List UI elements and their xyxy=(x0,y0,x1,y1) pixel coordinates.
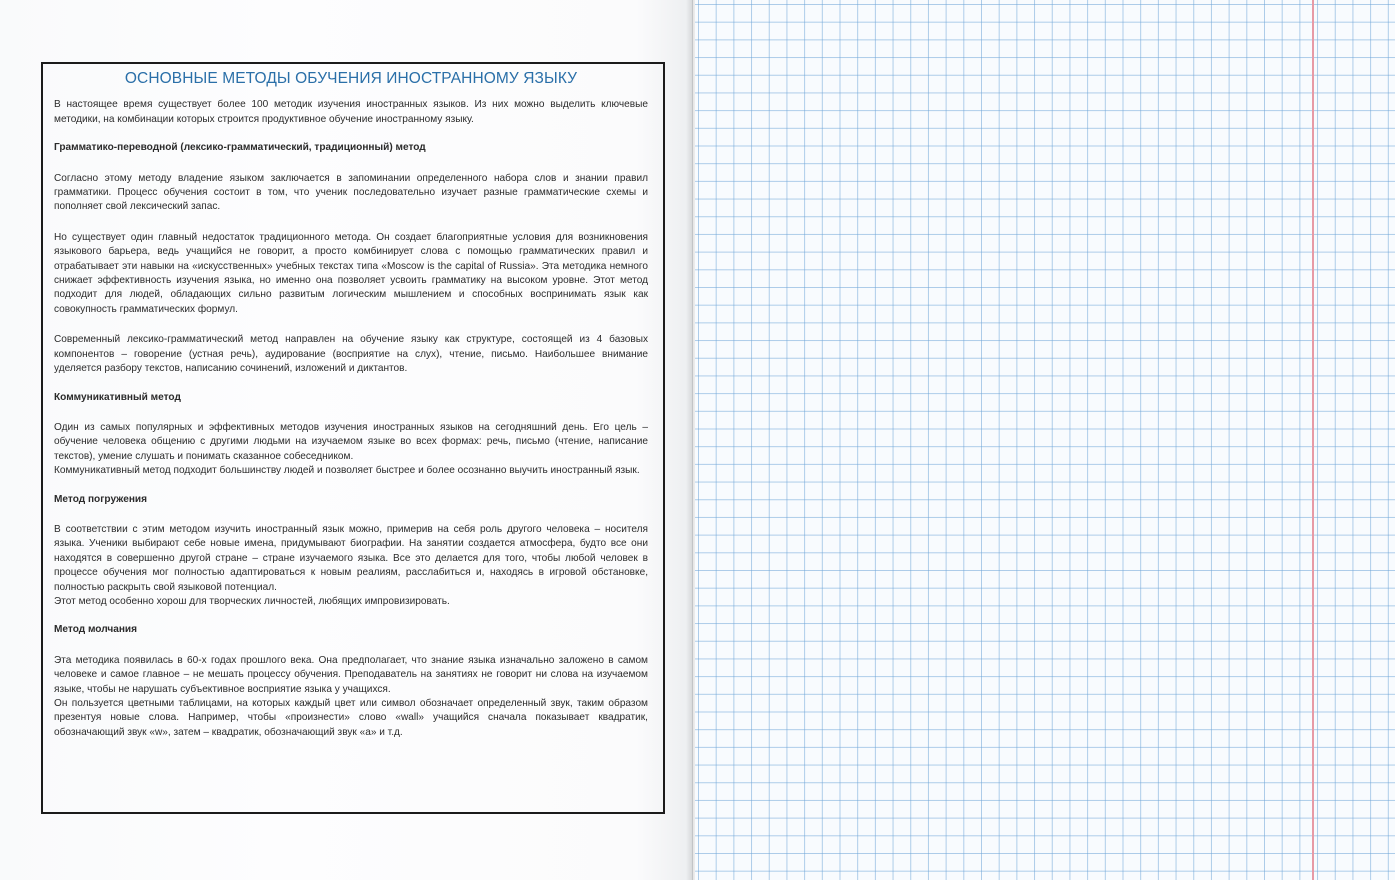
paragraph: Согласно этому методу владение языком заключается в запоминании определенного набора слов и знании правил грамматики. Процесс обучения состоит в том, что ученик последовательно изучает разные грамматические схемы и пополняет свой лексический запас. xyxy=(54,172,648,213)
left-page xyxy=(0,0,693,880)
article-frame xyxy=(41,62,665,814)
intro-paragraph: В настоящее время существует более 100 методик изучения иностранных языков. Из них можно выделить ключевые методики, на комбинации которых строится продуктивное обучение иностранному языку. xyxy=(54,99,648,125)
paragraph: Коммуникативный метод подходит большинству людей и позволяет быстрее и более осознанно выучить иностранный язык. xyxy=(54,465,640,477)
paragraph: Один из самых популярных и эффективных методов изучения иностранных языков на сегодняшний день. Его цель – обучение человека общению с другими людьми на изучаемом языке во всех формах: речь, письмо (чтение, написание текстов), умение слушать и понимать сказанное собеседником. xyxy=(54,421,648,462)
paragraph: В соответствии с этим методом изучить иностранный язык можно, примерив на себя роль другого человека – носителя языка. Ученики выбирают себе новые имена, придумывают биографии. На занятии создается атмосфера, будто все они находятся в совершенно другой стране – стране изучаемого языка. Все это делается для того, чтобы любой человек в процессе обучения мог полностью адаптироваться к новым реалиям, расслабиться и, находясь в игровой обстановке, полностью раскрыть свой языковой потенциал. xyxy=(54,523,648,593)
paragraph: Этот метод особенно хорош для творческих личностей, любящих импровизировать. xyxy=(54,595,450,607)
section-heading-immersion: Метод погружения xyxy=(54,493,148,505)
section-heading-silent-way: Метод молчания xyxy=(54,624,138,636)
page-title: ОСНОВНЫЕ МЕТОДЫ ОБУЧЕНИЯ ИНОСТРАННОМУ ЯЗЫКУ xyxy=(124,70,578,87)
margin-line xyxy=(1312,0,1314,880)
grid-paper-page xyxy=(695,0,1395,880)
paragraph: Современный лексико-грамматический метод направлен на обучение языку как структуре, состоящей из 4 базовых компонентов – говорение (устная речь), аудирование (восприятие на слух), чтение, письмо. Наибольшее внимание уделяется разбору текстов, написанию сочинений, изложений и диктантов. xyxy=(54,334,648,375)
section-heading-communicative: Коммуникативный метод xyxy=(54,391,181,403)
section-heading-grammar-translation: Грамматико-переводной (лексико-грамматический, традиционный) метод xyxy=(54,142,426,154)
paragraph: Но существует один главный недостаток традиционного метода. Он создает благоприятные условия для возникновения языкового барьера, ведь учащийся не говорит, а просто комбинирует слова с помощью грамматических правил и отрабатывает эти навыки на «искусственных» учебных текстах типа «Moscow is the capital of Russia». Эта методика немного снижает эффективность изучения языка, но именно она позволяет усвоить грамматику на высоком уровне. Этот метод подходит для людей, обладающих сильно развитым логическим мышлением и способных воспринимать язык как совокупность грамматических формул. xyxy=(54,231,648,315)
paragraph: Он пользуется цветными таблицами, на которых каждый цвет или символ обозначает определенный звук, таким образом презентуя новые слова. Например, чтобы «произнести» слово «wall» учащийся сначала показывает квадратик, обозначающий звук «w», затем – квадратик, обозначающий звук «а» и т.д. xyxy=(54,698,648,738)
paragraph: Эта методика появилась в 60-х годах прошлого века. Она предполагает, что знание языка изначально заложено в самом человеке и самое главное – не мешать процессу обучения. Преподаватель на занятиях не говорит ни слова на изучаемом языке, чтобы не нарушать субъективное восприятие языка у учащихся. xyxy=(54,654,648,695)
